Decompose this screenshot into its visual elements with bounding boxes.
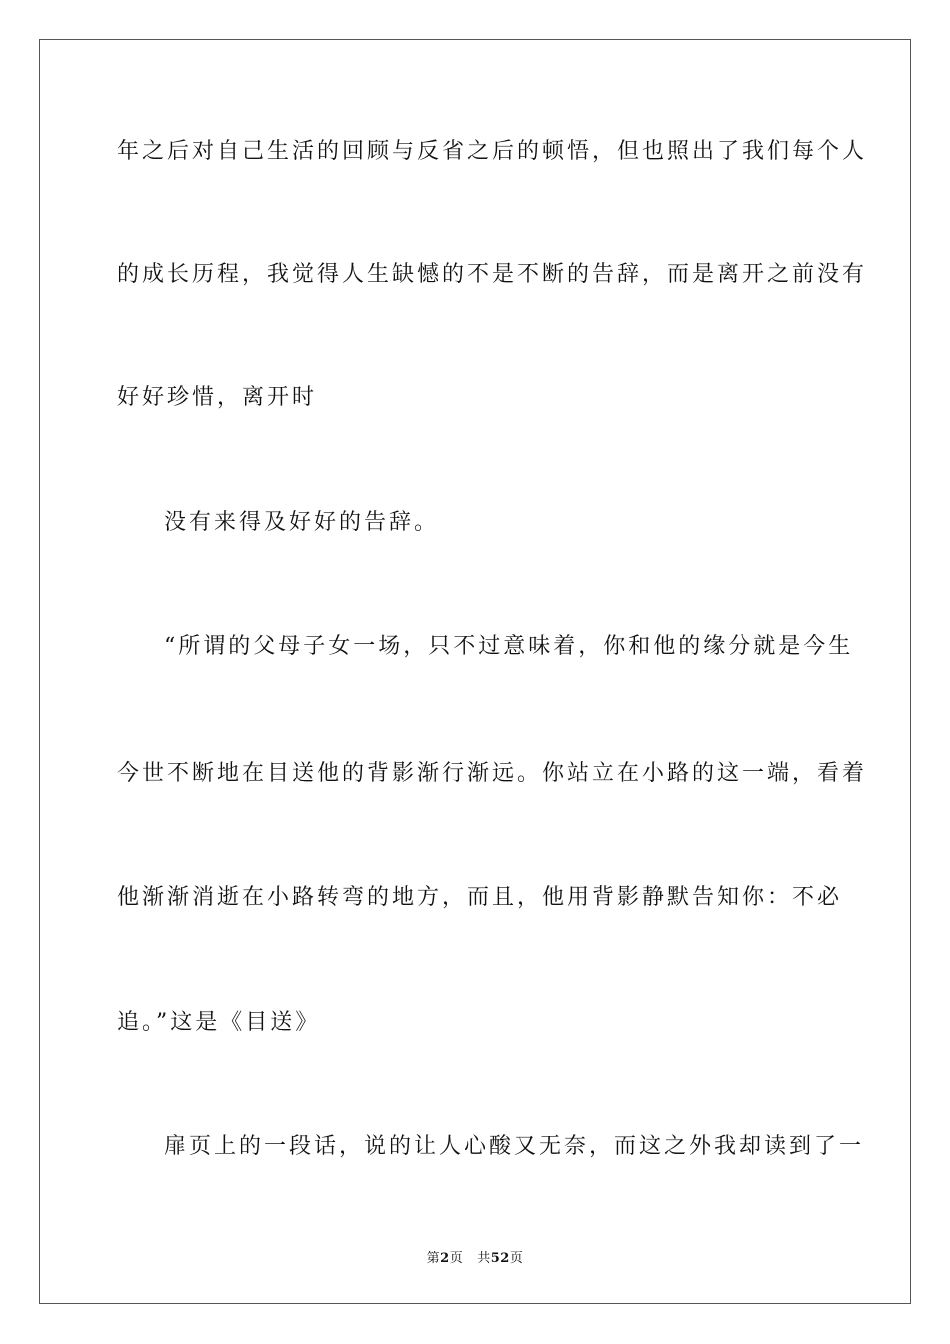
text-line-4: 没有来得及好好的告辞。 [164,510,440,535]
total-suffix: 页 [509,1251,524,1266]
text-line-1: 年之后对自己生活的回顾与反省之后的顿悟，但也照出了我们每个人 [117,139,868,164]
page-border [39,39,911,1304]
text-line-5: “所谓的父母子女一场，只不过意味着，你和他的缘分就是今生 [164,634,854,659]
page-number: 2 [440,1251,450,1266]
text-line-3: 好好珍惜，离开时 [117,385,318,410]
page-suffix: 页 [449,1251,464,1266]
text-line-7: 他渐渐消逝在小路转弯的地方，而且，他用背影静默告知你：不必 [117,885,843,910]
total-pages: 52 [490,1251,510,1266]
text-line-9: 扉页上的一段话，说的让人心酸又无奈，而这之外我却读到了一 [164,1134,865,1159]
page-footer [0,1247,950,1266]
text-line-2: 的成长历程，我觉得人生缺憾的不是不断的告辞，而是离开之前没有 [117,262,868,287]
total-prefix: 共 [477,1251,491,1266]
page-prefix: 第 [426,1251,441,1266]
text-line-6: 今世不断地在目送他的背影渐行渐远。你站立在小路的这一端，看着 [117,761,868,786]
text-line-8: 追。”这是《目送》 [117,1010,321,1035]
